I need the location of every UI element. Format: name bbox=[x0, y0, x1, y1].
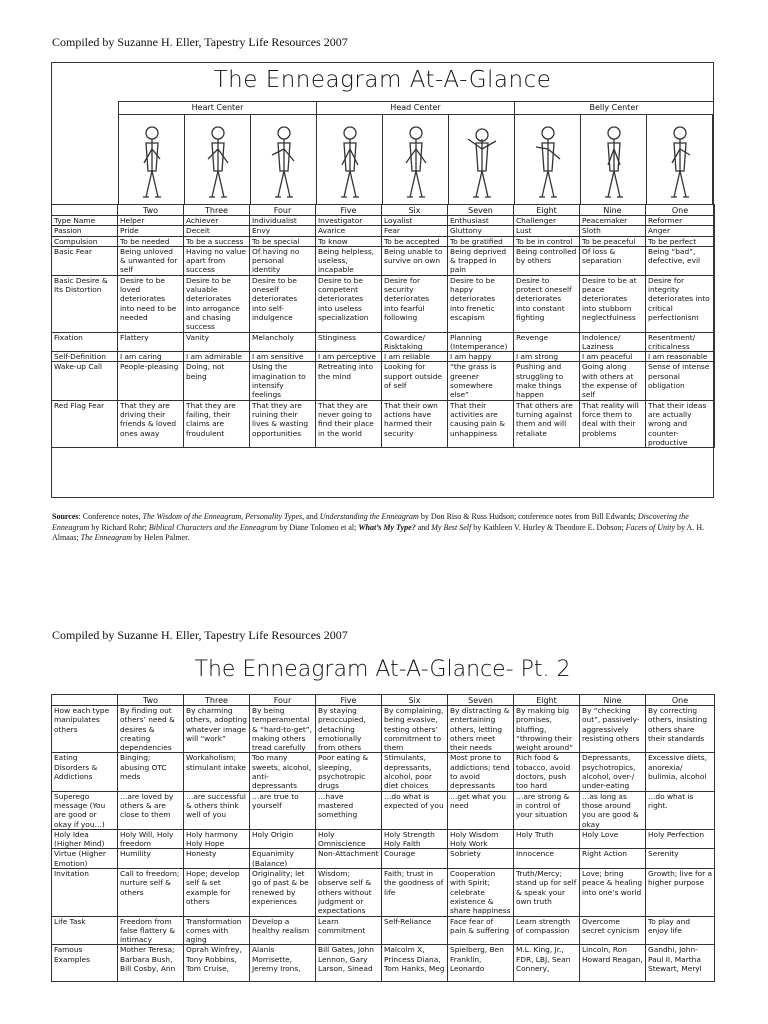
table-cell: Transformation comes with aging bbox=[184, 916, 250, 945]
table-cell: Avarice bbox=[316, 226, 382, 236]
table-cell: Sense of intense personal obligation bbox=[646, 362, 715, 400]
figure-six-icon bbox=[383, 115, 449, 205]
table-cell: Desire to protect oneself deteriorates into constant fighting bbox=[514, 275, 580, 332]
type-header-seven: Seven bbox=[448, 205, 514, 216]
table-cell: Bill Gates, John Lennon, Gary Larson, Sinead bbox=[316, 945, 382, 982]
table-cell: Malcolm X, Princess Diana, Tom Hanks, Meg bbox=[382, 945, 448, 982]
table-cell: …get what you need bbox=[448, 791, 514, 829]
type-header-six: Six bbox=[382, 205, 448, 216]
table-cell: Being unloved & unwanted for self bbox=[118, 246, 184, 275]
sources-text: by Richard Rohr; bbox=[89, 522, 149, 532]
table-row bbox=[52, 869, 715, 916]
sources-book: The Enneagram bbox=[80, 533, 132, 542]
table-cell: To be peaceful bbox=[580, 236, 646, 246]
figure-eight-icon bbox=[515, 115, 581, 205]
table-cell: Right Action bbox=[580, 849, 646, 869]
table-cell: Desire to be happy deteriorates into frenetic escapism bbox=[448, 275, 514, 332]
table-cell: Courage bbox=[382, 849, 448, 869]
row-label-basic-desire-its-distortion: Basic Desire & Its Distortion bbox=[52, 275, 118, 332]
type-header-five: Five bbox=[316, 695, 382, 706]
table-cell: Serenity bbox=[646, 849, 715, 869]
table-cell: …are loved by others & are close to them bbox=[118, 791, 184, 829]
sources-text: by Diane Tolomeo et al; bbox=[277, 522, 359, 532]
table-cell: To be gratified bbox=[448, 236, 514, 246]
table-row bbox=[52, 945, 715, 982]
table-cell: Holy Perfection bbox=[646, 829, 715, 849]
table-row bbox=[52, 236, 715, 246]
figure-three-icon bbox=[185, 115, 251, 205]
row-label-red-flag-fear: Red Flag Fear bbox=[52, 400, 118, 447]
table-row bbox=[52, 849, 715, 869]
table-cell: Rich food & tobacco, avoid doctors, push too hard bbox=[514, 753, 580, 791]
table-cell: Using the imagination to intensify feelings bbox=[250, 362, 316, 400]
table-cell: People-pleasing bbox=[118, 362, 184, 400]
table-cell: Looking for support outside of self bbox=[382, 362, 448, 400]
table2-title: The Enneagram At-A-Glance- Pt. 2 bbox=[194, 657, 571, 682]
type-header-row bbox=[52, 205, 715, 216]
type-header-two: Two bbox=[118, 695, 184, 706]
table-cell: Holy Will, Holy freedom bbox=[118, 829, 184, 849]
table-cell: Hope; develop self & set example for others bbox=[184, 869, 250, 916]
table-cell: Stinginess bbox=[316, 332, 382, 352]
table-cell: That others are turning against them and will retaliate bbox=[514, 400, 580, 447]
table-cell: Gandhi, John-Paul II, Martha Stewart, Meryl bbox=[646, 945, 715, 982]
table-cell: Melancholy bbox=[250, 332, 316, 352]
table-cell: I am admirable bbox=[184, 352, 250, 362]
table-cell: Stimulants, depressants, alcohol, poor diet choices bbox=[382, 753, 448, 791]
sources-book: The Wisdom of the Enneagram, Personality Types, bbox=[142, 512, 305, 521]
table-row bbox=[52, 246, 715, 275]
table-cell: Pride bbox=[118, 226, 184, 236]
table-cell: That they are ruining their lives & wasting opportunities bbox=[250, 400, 316, 447]
table-cell: Loyalist bbox=[382, 216, 448, 226]
sources-text: : Conference notes, bbox=[78, 512, 143, 521]
table-cell: Sobriety bbox=[448, 849, 514, 869]
type-header-four: Four bbox=[250, 695, 316, 706]
table-cell: Being helpless, useless, incapable bbox=[316, 246, 382, 275]
credit-line-2: Compiled by Suzanne H. Eller, Tapestry Life Resources 2007 bbox=[52, 628, 348, 642]
table-cell: …are successful & others think well of you bbox=[184, 791, 250, 829]
table-cell: Peacemaker bbox=[580, 216, 646, 226]
table-cell: Workaholism; stimulant intake bbox=[184, 753, 250, 791]
figure-five-icon bbox=[317, 115, 383, 205]
table-cell: By correcting others, insisting others share their standards bbox=[646, 706, 715, 753]
table-cell: Lincoln, Ron Howard Reagan, bbox=[580, 945, 646, 982]
type-header-one: One bbox=[646, 205, 715, 216]
row-label-virtue-higher-emotion: Virtue (Higher Emotion) bbox=[52, 849, 118, 869]
table-cell: …do what is right. bbox=[646, 791, 715, 829]
type-header-eight: Eight bbox=[514, 205, 580, 216]
table-cell: Fear bbox=[382, 226, 448, 236]
table-cell: Resentment/ criticalness bbox=[646, 332, 715, 352]
table-cell: Alanis Morrisette, Jeremy Irons, bbox=[250, 945, 316, 982]
type-header-eight: Eight bbox=[514, 695, 580, 706]
table-cell: Vanity bbox=[184, 332, 250, 352]
sources-book: My Best Self bbox=[431, 522, 472, 532]
sources-text: by A. H. Almaas; bbox=[52, 522, 705, 542]
row-label-self-definition: Self-Definition bbox=[52, 352, 118, 362]
table-row bbox=[52, 216, 715, 226]
table-cell: I am happy bbox=[448, 352, 514, 362]
table-cell: Indolence/ Laziness bbox=[580, 332, 646, 352]
table-cell: Gluttony bbox=[448, 226, 514, 236]
center-heart: Heart Center bbox=[118, 102, 317, 114]
table-cell: Desire for integrity deteriorates into critical perfectionism bbox=[646, 275, 715, 332]
table-cell: Too many sweets, alcohol, anti-depressants bbox=[250, 753, 316, 791]
row-label-life-task: Life Task bbox=[52, 916, 118, 945]
sources-book: Discovering the Enneagram bbox=[52, 512, 689, 532]
table-cell: Desire to be loved deteriorates into need to be needed bbox=[118, 275, 184, 332]
table-cell: “the grass is greener somewhere else” bbox=[448, 362, 514, 400]
table-cell: I am strong bbox=[514, 352, 580, 362]
table-cell: Helper bbox=[118, 216, 184, 226]
row-label-famous-examples: Famous Examples bbox=[52, 945, 118, 982]
table-row bbox=[52, 400, 715, 447]
table-row bbox=[52, 226, 715, 236]
table-cell: I am sensitive bbox=[250, 352, 316, 362]
table-cell: Desire to be at peace deteriorates into stubborn neglectfulness bbox=[580, 275, 646, 332]
table-cell: Planning (Intemperance) bbox=[448, 332, 514, 352]
table-cell: Depressants, psychotropics, alcohol, over-/ under-eating bbox=[580, 753, 646, 791]
table-cell: Love; bring peace & healing into one’s world bbox=[580, 869, 646, 916]
table-cell: Desire to be competent deteriorates into useless specialization bbox=[316, 275, 382, 332]
table-cell: Overcome secret cynicism bbox=[580, 916, 646, 945]
row-label-wake-up-call: Wake-up Call bbox=[52, 362, 118, 400]
row-label-type-name: Type Name bbox=[52, 216, 118, 226]
table-cell: Equanimity (Balance) bbox=[250, 849, 316, 869]
table-cell: To be accepted bbox=[382, 236, 448, 246]
table-cell: To play and enjoy life bbox=[646, 916, 715, 945]
row-label-eating-disorders-addictions: Eating Disorders & Addictions bbox=[52, 753, 118, 791]
sources-note bbox=[52, 512, 714, 544]
table-cell: Enthusiast bbox=[448, 216, 514, 226]
center-head: Head Center bbox=[317, 102, 515, 114]
table-cell: By finding out others’ need & desires & creating dependencies bbox=[118, 706, 184, 753]
table-cell: Growth; live for a higher purpose bbox=[646, 869, 715, 916]
table-row bbox=[52, 791, 715, 829]
table-cell: Having no value apart from success bbox=[184, 246, 250, 275]
table-cell: Desire to be oneself deteriorates into self-indulgence bbox=[250, 275, 316, 332]
type-header-four: Four bbox=[250, 205, 316, 216]
table-cell: Cooperation with Spirit; celebrate existence & share happiness bbox=[448, 869, 514, 916]
row-label-basic-fear: Basic Fear bbox=[52, 246, 118, 275]
table-cell: Face fear of pain & suffering bbox=[448, 916, 514, 945]
table-cell: To be special bbox=[250, 236, 316, 246]
enneagram-table-1 bbox=[51, 204, 715, 448]
table-cell: Holy Origin bbox=[250, 829, 316, 849]
table-cell: By “checking out”, passively-aggressively resisting others bbox=[580, 706, 646, 753]
sources-text: by Kathleen V. Hurley & Theodore E. Dobson; bbox=[471, 522, 626, 532]
table-cell: Of having no personal identity bbox=[250, 246, 316, 275]
table-cell: Humility bbox=[118, 849, 184, 869]
table-cell: That their activities are causing pain & unhappiness bbox=[448, 400, 514, 447]
sources-book: Understanding the Enneagram bbox=[319, 512, 419, 521]
table-cell: Revenge bbox=[514, 332, 580, 352]
table-cell: Holy Love bbox=[580, 829, 646, 849]
table-cell: Innocence bbox=[514, 849, 580, 869]
row-label-passion: Passion bbox=[52, 226, 118, 236]
table-cell: Reformer bbox=[646, 216, 715, 226]
type-header-nine: Nine bbox=[580, 205, 646, 216]
sources-book: Facets of Unity bbox=[625, 522, 675, 532]
table-cell: By being temperamental & “hard-to-get”, making others tread carefully bbox=[250, 706, 316, 753]
table-cell: …as long as those around you are good & okay bbox=[580, 791, 646, 829]
table-cell: That reality will force them to deal with their problems bbox=[580, 400, 646, 447]
row-label-compulsion: Compulsion bbox=[52, 236, 118, 246]
credit-line: Compiled by Suzanne H. Eller, Tapestry Life Resources 2007 bbox=[52, 35, 348, 49]
table-cell: Non-Attachment bbox=[316, 849, 382, 869]
table-cell: Pushing and struggling to make things happen bbox=[514, 362, 580, 400]
table-cell: …are strong & in control of your situation bbox=[514, 791, 580, 829]
sources-book: Biblical Characters and the Enneagram bbox=[148, 522, 278, 532]
table-cell: Call to freedom; nurture self & others bbox=[118, 869, 184, 916]
table-cell: To know bbox=[316, 236, 382, 246]
table-row bbox=[52, 829, 715, 849]
table-cell: By charming others, adopting whatever image will “work” bbox=[184, 706, 250, 753]
table-row bbox=[52, 753, 715, 791]
table-cell: M.L. King, Jr., FDR, LBJ, Sean Connery, bbox=[514, 945, 580, 982]
table-cell: Faith; trust in the goodness of life bbox=[382, 869, 448, 916]
type-header-two: Two bbox=[118, 205, 184, 216]
center-belly: Belly Center bbox=[589, 103, 639, 112]
table-cell: Cowardice/ Risktaking bbox=[382, 332, 448, 352]
table-cell: Learn commitment bbox=[316, 916, 382, 945]
type-header-row bbox=[52, 695, 715, 706]
table-cell: Holy Wisdom Holy Work bbox=[448, 829, 514, 849]
type-header-three: Three bbox=[184, 205, 250, 216]
table-cell: Sloth bbox=[580, 226, 646, 236]
table-cell: Holy Truth bbox=[514, 829, 580, 849]
table-cell: Spielberg, Ben Franklin, Leonardo bbox=[448, 945, 514, 982]
table-cell: Individualist bbox=[250, 216, 316, 226]
table-cell: Investigator bbox=[316, 216, 382, 226]
row-label-how-each-type-manipulates-others: How each type manipulates others bbox=[52, 706, 118, 753]
table-cell: Originality; let go of past & be renewed by experiences bbox=[250, 869, 316, 916]
row-label-superego-message-you-are-good-or-okay-if-you: Superego message (You are good or okay if you…) bbox=[52, 791, 118, 829]
table-row bbox=[52, 916, 715, 945]
centers-row bbox=[118, 101, 713, 115]
table-cell: Achiever bbox=[184, 216, 250, 226]
table-cell: Excessive diets, anorexia/ bulimia, alcohol bbox=[646, 753, 715, 791]
table-cell: Desire to be valuable deteriorates into arrogance and chasing success bbox=[184, 275, 250, 332]
table-cell: Deceit bbox=[184, 226, 250, 236]
sources-text: by Don Riso & Russ Hudson; conference notes from Bill Edwards; bbox=[418, 512, 638, 521]
sources-text: by Helen Palmer. bbox=[132, 533, 190, 542]
table-cell: To be needed bbox=[118, 236, 184, 246]
table-cell: …are true to yourself bbox=[250, 791, 316, 829]
sources-text: and bbox=[304, 512, 320, 521]
table-cell: By making big promises, bluffing, “throwing their weight around” bbox=[514, 706, 580, 753]
figure-nine-icon bbox=[581, 115, 647, 205]
table-cell: Retreating into the mind bbox=[316, 362, 382, 400]
row-label-holy-idea-higher-mind: Holy Idea (Higher Mind) bbox=[52, 829, 118, 849]
table-cell: That their ideas are actually wrong and counter-productive bbox=[646, 400, 715, 447]
table-cell: Doing, not being bbox=[184, 362, 250, 400]
table-cell: By complaining, being evasive, testing others’ commitment to them bbox=[382, 706, 448, 753]
table-cell: I am peaceful bbox=[580, 352, 646, 362]
row-label-invitation: Invitation bbox=[52, 869, 118, 916]
table-cell: Most prone to addictions; tend to avoid depressants bbox=[448, 753, 514, 791]
figures-row bbox=[118, 115, 713, 205]
type-header-one: One bbox=[646, 695, 715, 706]
table-cell: By staying preoccupied, detaching emotionally from others bbox=[316, 706, 382, 753]
table-row bbox=[52, 332, 715, 352]
table-cell: That they are failing, their claims are froudulent bbox=[184, 400, 250, 447]
table-cell: I am caring bbox=[118, 352, 184, 362]
header-blank bbox=[52, 695, 118, 706]
table-cell: Binging; abusing OTC meds bbox=[118, 753, 184, 791]
table-cell: …have mastered something bbox=[316, 791, 382, 829]
table-cell: To be a success bbox=[184, 236, 250, 246]
table-cell: Freedom from false flattery & intimacy bbox=[118, 916, 184, 945]
figure-seven-icon bbox=[449, 115, 515, 205]
type-header-five: Five bbox=[316, 205, 382, 216]
table-cell: Develop a healthy realism bbox=[250, 916, 316, 945]
type-header-nine: Nine bbox=[580, 695, 646, 706]
table-cell: I am reasonable bbox=[646, 352, 715, 362]
type-header-three: Three bbox=[184, 695, 250, 706]
table-cell: Of loss & separation bbox=[580, 246, 646, 275]
table-cell: That their own actions have harmed their security bbox=[382, 400, 448, 447]
row-label-fixation: Fixation bbox=[52, 332, 118, 352]
table-cell: Poor eating & sleeping, psychotropic drugs bbox=[316, 753, 382, 791]
table-cell: Going along with others at the expense of self bbox=[580, 362, 646, 400]
table-row bbox=[52, 706, 715, 753]
table-cell: Mother Teresa; Barbara Bush, Bill Cosby, Ann bbox=[118, 945, 184, 982]
table-cell: Holy harmony Holy Hope bbox=[184, 829, 250, 849]
table-row bbox=[52, 362, 715, 400]
table-cell: Holy Omniscience bbox=[316, 829, 382, 849]
table-cell: Truth/Mercy; stand up for self & speak your own truth bbox=[514, 869, 580, 916]
table-cell: I am reliable bbox=[382, 352, 448, 362]
sources-book: What’s My Type? bbox=[358, 522, 416, 532]
table-cell: Flattery bbox=[118, 332, 184, 352]
enneagram-table-2 bbox=[51, 694, 715, 982]
figure-one-icon bbox=[647, 115, 713, 205]
table-cell: Being controlled by others bbox=[514, 246, 580, 275]
type-header-seven: Seven bbox=[448, 695, 514, 706]
sources-text: and bbox=[415, 522, 432, 532]
table-cell: Being unable to survive on own bbox=[382, 246, 448, 275]
figure-four-icon bbox=[251, 115, 317, 205]
table-cell: To be in control bbox=[514, 236, 580, 246]
table-cell: Challenger bbox=[514, 216, 580, 226]
table-row bbox=[52, 275, 715, 332]
table-cell: To be perfect bbox=[646, 236, 715, 246]
table-cell: …do what is expected of you bbox=[382, 791, 448, 829]
table-cell: That they are driving their friends & loved ones away bbox=[118, 400, 184, 447]
table-cell: Desire for security deteriorates into fearful following bbox=[382, 275, 448, 332]
table-cell: Being deprived & trapped in pain bbox=[448, 246, 514, 275]
figure-two-icon bbox=[119, 115, 185, 205]
table-cell: Honesty bbox=[184, 849, 250, 869]
table-cell: I am perceptive bbox=[316, 352, 382, 362]
table-cell: Envy bbox=[250, 226, 316, 236]
table-cell: Anger bbox=[646, 226, 715, 236]
type-header-six: Six bbox=[382, 695, 448, 706]
table-cell: That they are never going to find their place in the world bbox=[316, 400, 382, 447]
table-cell: Wisdom; observe self & others without judgment or expectations bbox=[316, 869, 382, 916]
table1-title: The Enneagram At-A-Glance bbox=[213, 67, 552, 93]
table-cell: Lust bbox=[514, 226, 580, 236]
table-cell: Being “bad”, defective, evil bbox=[646, 246, 715, 275]
table-cell: By distracting & entertaining others, letting others meet their needs bbox=[448, 706, 514, 753]
table-cell: Oprah Winfrey, Tony Robbins, Tom Cruise, bbox=[184, 945, 250, 982]
sources-lead: Sources bbox=[52, 512, 79, 521]
table-cell: Self-Reliance bbox=[382, 916, 448, 945]
header-blank bbox=[52, 205, 118, 216]
table-cell: Learn strength of compassion bbox=[514, 916, 580, 945]
table-row bbox=[52, 352, 715, 362]
table-cell: Holy Strength Holy Faith bbox=[382, 829, 448, 849]
